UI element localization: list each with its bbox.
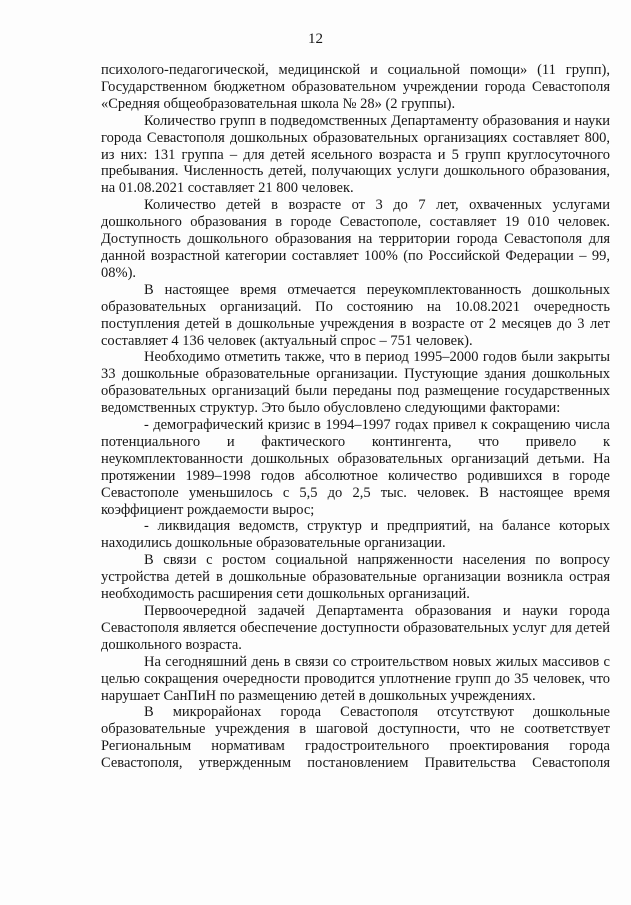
paragraph-demographic-crisis: - демографический кризис в 1994–1997 годах привел к сокращению числа потенциального и фактического контингента, что привело к неукомплектованности дошкольных образовательных организаций детьми. На протяжении 1989–1998 годов абсолютное количество родившихся в городе Севастополе уменьшилось с 5,5 до 2,5 тыс. человек. В настоящее время коэффициент рождаемости вырос; [101,417,610,518]
paragraph-microdistricts: В микрорайонах города Севастополя отсутствуют дошкольные образовательные учреждения в шаговой доступности, что не соответствует Региональным нормативам градостроительного проектирования города Севастополя, утвержденным постановлением Правительства Севастополя [101,704,610,772]
paragraph-group-compaction: На сегодняшний день в связи со строительством новых жилых массивов с целью сокращения очередности проводится уплотнение групп до 35 человек, что нарушает СанПиН по размещению детей в дошкольных учреждениях. [101,653,610,704]
paragraph-overcrowding: В настоящее время отмечается переукомплектованность дошкольных образовательных организаций. По состоянию на 10.08.2021 очередность поступления детей в дошкольные учреждения в возрасте от 2 месяцев до 3 лет составляет 4 136 человек (актуальный спрос – 751 человек). [101,281,610,349]
paragraph-continuation: психолого-педагогической, медицинской и социальной помощи» (11 групп), Государственном бюджетном образовательном учреждении города Севастополя «Средняя общеобразовательная школа № 28» (2 группы). [101,62,610,112]
paragraph-priority-task: Первоочередной задачей Департамента образования и науки города Севастополя является обеспечение доступности образовательных услуг для детей дошкольного возраста. [101,603,610,653]
paragraph-social-tension: В связи с ростом социальной напряженности населения по вопросу устройства детей в дошкольные образовательные организации возникла острая необходимость расширения сети дошкольных организаций. [101,552,610,603]
paragraph-closures: Необходимо отметить также, что в период 1995–2000 годов были закрыты 33 дошкольные образовательные организации. Пустующие здания дошкольных образовательных организаций были переданы под размещение государственных ведомственных структур. Это было обусловлено следующими факторами: [101,349,610,417]
paragraph-children-3-7: Количество детей в возрасте от 3 до 7 лет, охваченных услугами дошкольного образования в городе Севастополе, составляет 19 010 человек. Доступность дошкольного образования на территории города Севастополя для данной возрастной категории составляет 100% (по Российской Федерации – 99, 08%). [101,197,610,281]
body-text [101,62,610,772]
paragraph-group-count: Количество групп в подведомственных Департаменту образования и науки города Севастополя дошкольных образовательных организациях составляет 800, из них: 131 группа – для детей ясельного возраста и 5 групп круглосуточного пребывания. Численность детей, получающих услуги дошкольного образования, на 01.08.2021 составляет 21 800 человек. [101,112,610,197]
paragraph-liquidation: - ликвидация ведомств, структур и предприятий, на балансе которых находились дошкольные образовательные организации. [101,518,610,552]
page-number: 12 [308,31,323,47]
